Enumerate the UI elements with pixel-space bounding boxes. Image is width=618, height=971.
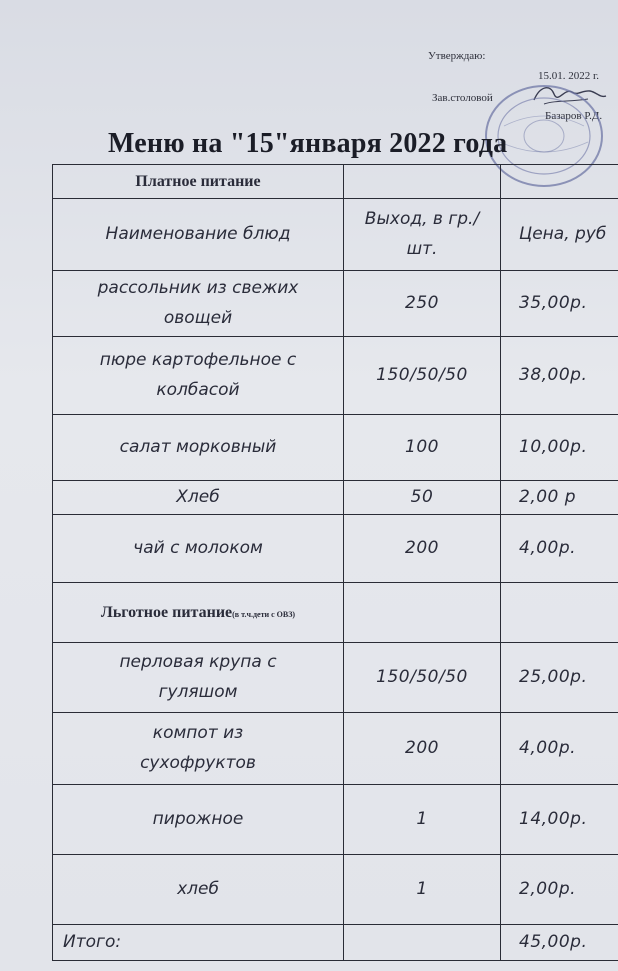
dish-yield: 1 [344, 855, 501, 925]
dish-price: 4,00р. [501, 515, 618, 583]
empty-cell [501, 165, 618, 199]
total-label: Итого: [53, 925, 344, 961]
approval-role: Зав.столовой [432, 92, 493, 104]
discount-section-note: (в т.ч.дети с ОВЗ) [232, 609, 296, 619]
approval-date: 15.01. 2022 г. [538, 70, 600, 82]
menu-table [52, 164, 618, 961]
dish-price: 35,00р. [501, 271, 618, 337]
header-dish: Наименование блюд [53, 199, 344, 271]
empty-cell [344, 583, 501, 643]
table-row [53, 515, 618, 583]
dish-yield: 150/50/50 [344, 337, 501, 415]
table-row [53, 271, 618, 337]
table-row [53, 415, 618, 481]
dish-price: 25,00р. [501, 643, 618, 713]
table-row [53, 785, 618, 855]
dish-name: пюре картофельное с колбасой [53, 337, 344, 415]
dish-price: 14,00р. [501, 785, 618, 855]
table-row [53, 337, 618, 415]
dish-yield: 100 [344, 415, 501, 481]
dish-price: 10,00р. [501, 415, 618, 481]
empty-cell [344, 925, 501, 961]
table-row [53, 855, 618, 925]
table-row [53, 713, 618, 785]
dish-price: 4,00р. [501, 713, 618, 785]
discount-section-title: Льготное питание [100, 603, 233, 621]
dish-price: 2,00 р [501, 481, 618, 515]
dish-yield: 250 [344, 271, 501, 337]
discount-section-label [53, 583, 344, 643]
dish-name: чай с молоком [53, 515, 344, 583]
dish-name: компот из сухофруктов [53, 713, 344, 785]
dish-yield: 200 [344, 515, 501, 583]
page-title: Меню на "15"января 2022 года [108, 128, 508, 159]
header-row [53, 199, 618, 271]
total-value: 45,00р. [501, 925, 618, 961]
dish-name: перловая крупа с гуляшом [53, 643, 344, 713]
total-row [53, 925, 618, 961]
table-row [53, 643, 618, 713]
dish-yield: 150/50/50 [344, 643, 501, 713]
dish-name: хлеб [53, 855, 344, 925]
table-row [53, 481, 618, 515]
header-yield: Выход, в гр./шт. [344, 199, 501, 271]
dish-yield: 200 [344, 713, 501, 785]
discount-section-row [53, 583, 618, 643]
approval-name: Базаров Р.Д. [545, 110, 603, 122]
dish-price: 38,00р. [501, 337, 618, 415]
dish-name: рассольник из свежих овощей [53, 271, 344, 337]
approval-title: Утверждаю: [428, 50, 486, 62]
dish-price: 2,00р. [501, 855, 618, 925]
header-price: Цена, руб [501, 199, 618, 271]
empty-cell [344, 165, 501, 199]
empty-cell [501, 583, 618, 643]
dish-yield: 50 [344, 481, 501, 515]
paid-section-row [53, 165, 618, 199]
dish-name: пирожное [53, 785, 344, 855]
dish-name: Хлеб [53, 481, 344, 515]
dish-name: салат морковный [53, 415, 344, 481]
paid-section-label: Платное питание [53, 165, 344, 199]
dish-yield: 1 [344, 785, 501, 855]
